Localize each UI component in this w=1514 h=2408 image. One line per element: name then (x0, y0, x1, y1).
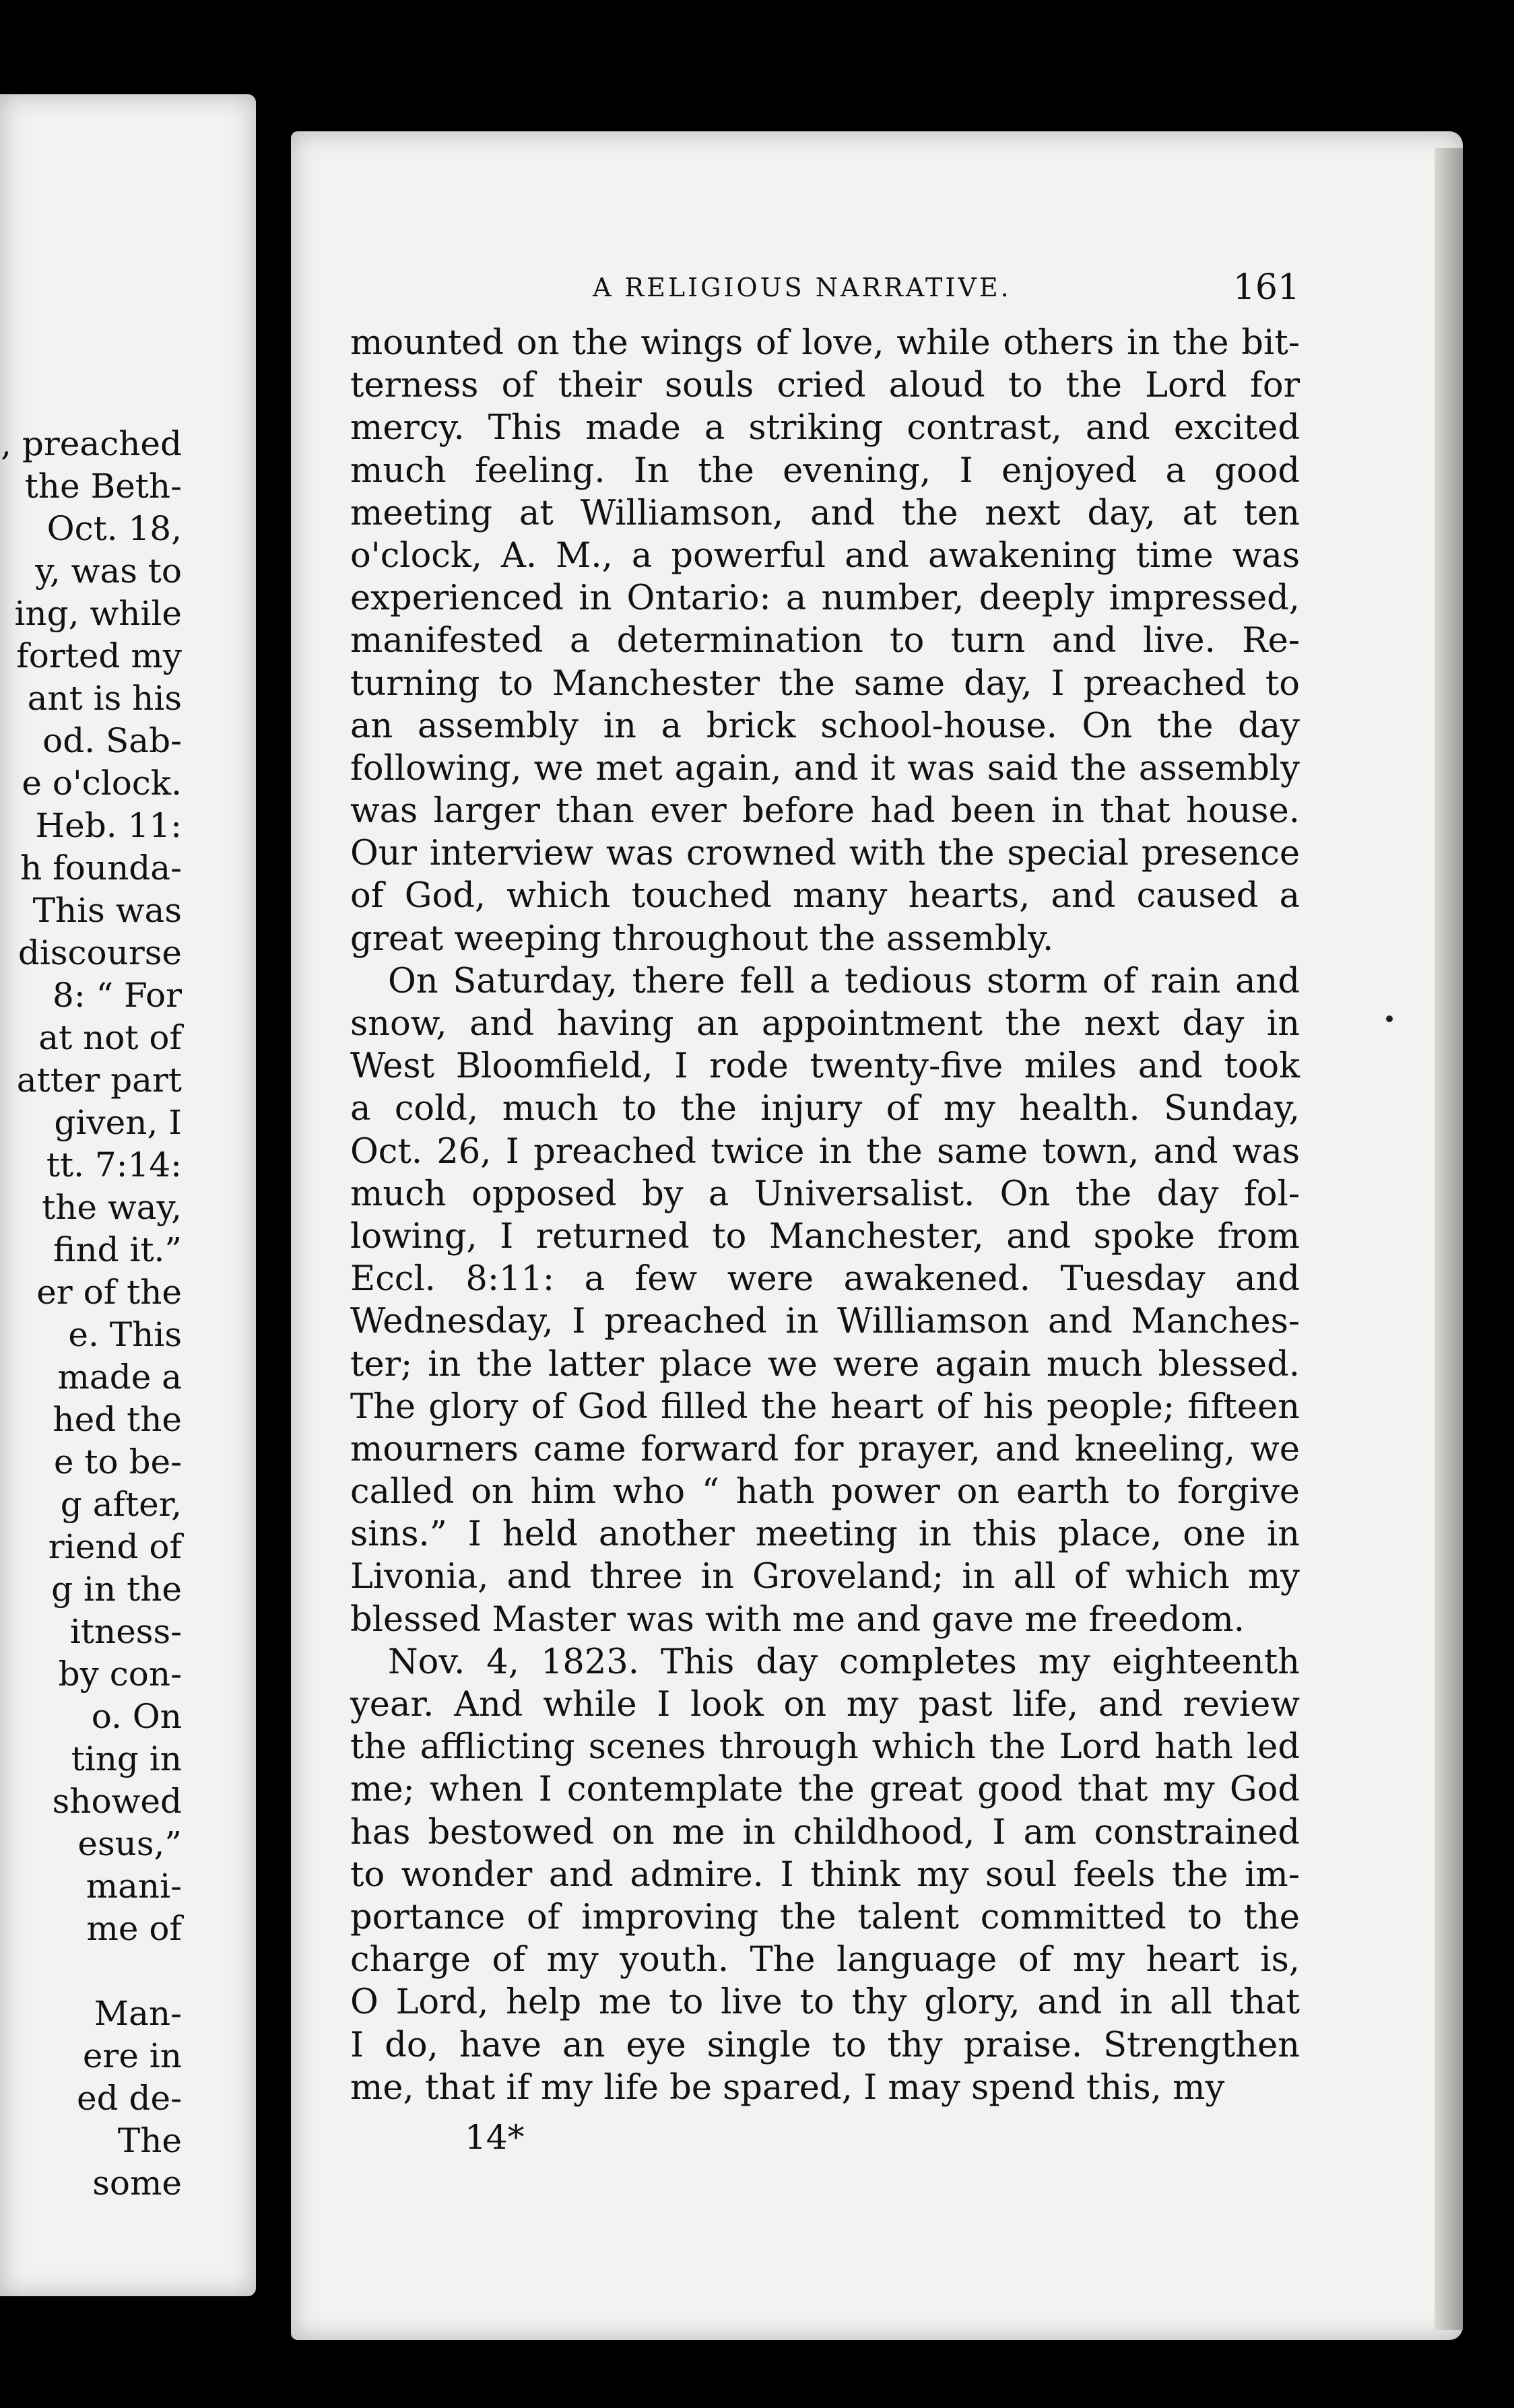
text-line: manifested a determination to turn and live. Re- (350, 621, 1300, 661)
facing-page-line: the way, (42, 1188, 182, 1227)
facing-page-line: discourse (18, 933, 182, 972)
facing-page-line: , preached (1, 424, 182, 463)
text-line: Oct. 26, I preached twice in the same town, and was (350, 1131, 1300, 1172)
text-line: to wonder and admire. I think my soul feels the im- (350, 1854, 1300, 1895)
text-line: terness of their souls cried aloud to the Lord for (350, 366, 1300, 406)
facing-page-line: g in the (51, 1570, 182, 1609)
facing-page-line: h founda- (20, 848, 182, 888)
text-line: following, we met again, and it was said the assembly (350, 748, 1300, 789)
text-line: much feeling. In the evening, I enjoyed a good (350, 450, 1300, 491)
text-line: The glory of God filled the heart of his people; fifteen (350, 1386, 1300, 1427)
text-line: mourners came forward for prayer, and kneeling, we (350, 1429, 1300, 1469)
running-header (593, 264, 1300, 311)
facing-page-line: atter part (16, 1061, 182, 1100)
text-line: o'clock, A. M., a powerful and awakening time was (350, 535, 1300, 576)
facing-page-line: find it.” (53, 1230, 182, 1269)
text-line: called on him who “ hath power on earth to forgive (350, 1472, 1300, 1512)
facing-page-line: er of the (36, 1273, 182, 1312)
facing-page-line: hed the (53, 1400, 182, 1439)
facing-page-line: ant is his (27, 679, 182, 718)
text-line: much opposed by a Universalist. On the day fol- (350, 1174, 1300, 1214)
page-number: 161 (1232, 267, 1300, 308)
facing-page-line: ing, while (14, 594, 182, 633)
facing-page-line: Heb. 11: (35, 806, 182, 845)
text-line: the afflicting scenes through which the Lord hath led (350, 1727, 1300, 1768)
facing-page-line: given, I (54, 1103, 182, 1142)
text-line: Livonia, and three in Groveland; in all of which my (350, 1557, 1300, 1597)
facing-page-line: forted my (16, 636, 182, 675)
text-line: of God, which touched many hearts, and caused a (350, 876, 1300, 916)
text-line: snow, and having an appointment the next day in (350, 1004, 1300, 1044)
text-line: meeting at Williamson, and the next day, at ten (350, 493, 1300, 533)
text-line: ter; in the latter place we were again much blessed. (350, 1344, 1300, 1384)
text-line: me; when I contemplate the great good that my God (350, 1770, 1300, 1810)
facing-page-line: mani- (86, 1867, 182, 1906)
facing-page-text (0, 423, 182, 2205)
text-line: blessed Master was with me and gave me freedom. (350, 1599, 1245, 1640)
facing-page-line: esus,” (77, 1824, 182, 1863)
text-line: mercy. This made a striking contrast, and excited (350, 408, 1300, 448)
facing-page-line: This was (32, 891, 182, 930)
text-line: great weeping throughout the assembly. (350, 918, 1054, 959)
text-line: On Saturday, there fell a tedious storm of rain and (388, 961, 1300, 1001)
text-line: Eccl. 8:11: a few were awakened. Tuesday and (350, 1259, 1300, 1300)
facing-page-line: o. On (91, 1697, 182, 1736)
signature-mark: 14* (465, 2118, 525, 2157)
facing-page-line: the Beth- (24, 467, 182, 506)
facing-page-line: g after, (60, 1485, 182, 1524)
facing-page-line: by con- (58, 1654, 182, 1694)
facing-page-line: The (117, 2121, 182, 2160)
text-line: sins.” I held another meeting in this place, one in (350, 1514, 1300, 1555)
text-line: portance of improving the talent committed to the (350, 1897, 1300, 1937)
facing-page-line: od. Sab- (42, 721, 182, 760)
facing-page-line: at not of (38, 1018, 182, 1057)
facing-page-line: Oct. 18, (46, 509, 182, 548)
facing-page-line: ed de- (77, 2079, 182, 2118)
facing-page-line: ere in (82, 2036, 182, 2075)
facing-page-line: e o'clock. (22, 764, 182, 803)
text-line: me, that if my life be spared, I may spend this, my (350, 2067, 1225, 2108)
facing-page-line: showed (52, 1782, 182, 1821)
text-line: Wednesday, I preached in Williamson and Manches- (350, 1302, 1300, 1342)
text-line: O Lord, help me to live to thy glory, and in all that (350, 1982, 1300, 2023)
ink-speck (1386, 1015, 1393, 1022)
facing-page (0, 94, 256, 2296)
text-line: experienced in Ontario: a number, deeply impressed, (350, 578, 1300, 619)
facing-page-line: riend of (48, 1527, 182, 1566)
facing-page-line: made a (57, 1358, 182, 1397)
text-line: lowing, I returned to Manchester, and spoke from (350, 1216, 1300, 1257)
facing-page-line: e. This (68, 1315, 182, 1354)
text-line: an assembly in a brick school-house. On the day (350, 706, 1300, 746)
facing-page-line: Man- (94, 1994, 182, 2033)
text-line: year. And while I look on my past life, and review (350, 1685, 1300, 1725)
facing-page-line: some (92, 2164, 182, 2203)
text-line: Nov. 4, 1823. This day completes my eighteenth (388, 1642, 1300, 1682)
facing-page-line: y, was to (35, 551, 182, 591)
text-line: was larger than ever before had been in that house. (350, 791, 1300, 832)
facing-page-line: e to be- (53, 1442, 182, 1481)
facing-page-line: tt. 7:14: (46, 1145, 182, 1184)
text-line: West Bloomfield, I rode twenty-five miles and took (350, 1046, 1300, 1087)
page-body-text (350, 322, 1300, 2109)
facing-page-line (0, 1950, 182, 1993)
page-edge (1435, 148, 1463, 2330)
text-line: turning to Manchester the same day, I preached to (350, 663, 1300, 704)
text-line: a cold, much to the injury of my health. Sunday, (350, 1089, 1300, 1129)
text-line: mounted on the wings of love, while others in the bit- (350, 323, 1300, 363)
facing-page-line: ting in (71, 1739, 182, 1778)
facing-page-line: me of (86, 1909, 182, 1948)
facing-page-line: itness- (69, 1612, 182, 1651)
text-line: has bestowed on me in childhood, I am constrained (350, 1812, 1300, 1852)
facing-page-line: 8: “ For (53, 976, 182, 1015)
text-line: charge of my youth. The language of my heart is, (350, 1940, 1300, 1980)
text-line: Our interview was crowned with the special presence (350, 834, 1300, 874)
running-title: A RELIGIOUS NARRATIVE. (593, 273, 1012, 302)
text-line: I do, have an eye single to thy praise. Strengthen (350, 2025, 1300, 2065)
